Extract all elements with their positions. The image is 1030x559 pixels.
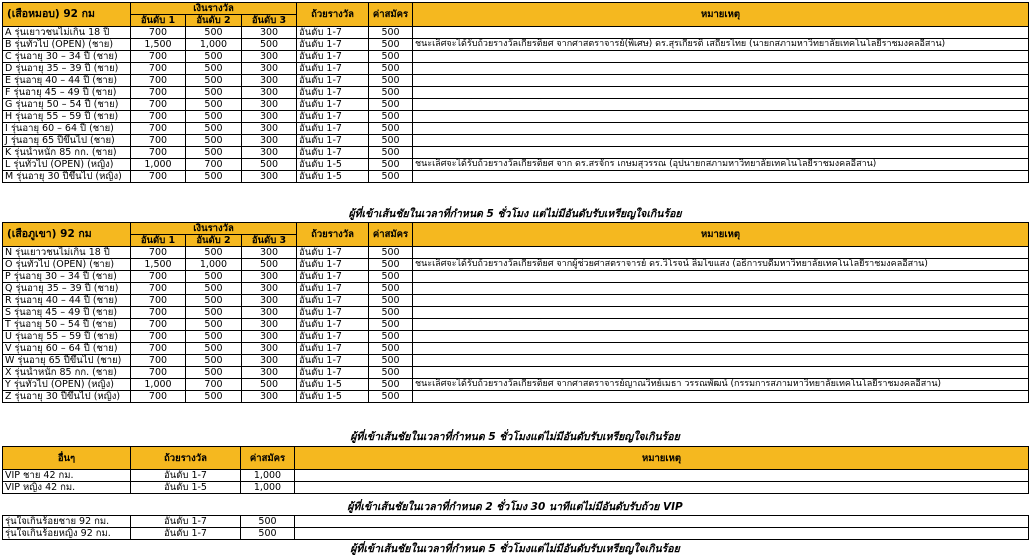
remark-header: หมายเหตุ bbox=[295, 447, 1029, 470]
remark-cell bbox=[413, 271, 1029, 283]
table-row bbox=[3, 516, 1029, 528]
trophy-cell: อันดับ 1-7 bbox=[297, 247, 369, 259]
fee-cell: 500 bbox=[369, 307, 413, 319]
rank2-cell: 500 bbox=[186, 319, 242, 331]
fee-header: ค่าสมัคร bbox=[241, 447, 295, 470]
trophy-cell: อันดับ 1-7 bbox=[131, 470, 241, 482]
category-cell: S รุ่นอายุ 45 – 49 ปี (ชาย) bbox=[3, 307, 131, 319]
rank1-cell: 700 bbox=[131, 123, 186, 135]
table-row bbox=[3, 271, 1029, 283]
remark-cell bbox=[413, 367, 1029, 379]
mountain-bike-table bbox=[2, 222, 1029, 403]
rank3-cell: 300 bbox=[242, 135, 297, 147]
rank1-cell: 700 bbox=[131, 111, 186, 123]
rank3-header: อันดับ 3 bbox=[242, 235, 297, 247]
category-cell: X รุ่นน้ำหนัก 85 กก. (ชาย) bbox=[3, 367, 131, 379]
table-row bbox=[3, 135, 1029, 147]
trophy-cell: อันดับ 1-5 bbox=[131, 482, 241, 494]
fee-cell: 500 bbox=[369, 259, 413, 271]
category-cell: H รุ่นอายุ 55 – 59 ปี (ชาย) bbox=[3, 111, 131, 123]
remark-cell bbox=[413, 123, 1029, 135]
trophy-header: ถ้วยรางวัล bbox=[297, 3, 369, 27]
rank3-cell: 300 bbox=[242, 63, 297, 75]
trophy-cell: อันดับ 1-5 bbox=[297, 391, 369, 403]
rank2-cell: 500 bbox=[186, 135, 242, 147]
rank1-cell: 700 bbox=[131, 51, 186, 63]
trophy-cell: อันดับ 1-7 bbox=[297, 319, 369, 331]
category-cell: M รุ่นอายุ 30 ปีขึ้นไป (หญิง) bbox=[3, 171, 131, 183]
rank3-cell: 300 bbox=[242, 51, 297, 63]
rank3-cell: 300 bbox=[242, 27, 297, 39]
trophy-cell: อันดับ 1-7 bbox=[297, 87, 369, 99]
rank3-cell: 300 bbox=[242, 355, 297, 367]
trophy-cell: อันดับ 1-7 bbox=[297, 367, 369, 379]
remark-cell bbox=[413, 319, 1029, 331]
remark-cell bbox=[413, 99, 1029, 111]
rank3-cell: 300 bbox=[242, 111, 297, 123]
trophy-cell: อันดับ 1-7 bbox=[131, 516, 241, 528]
table-row bbox=[3, 319, 1029, 331]
table-row bbox=[3, 482, 1029, 494]
category-cell: B รุ่นทั่วไป (OPEN) (ชาย) bbox=[3, 39, 131, 51]
fee-header: ค่าสมัคร bbox=[369, 3, 413, 27]
remark-cell bbox=[295, 516, 1029, 528]
category-cell: Q รุ่นอายุ 35 – 39 ปี (ชาย) bbox=[3, 283, 131, 295]
remark-cell: ชนะเลิศจะได้รับถ้วยรางวัลเกียรติยศ จากศาสตราจารย์ญาณวิทย์เมธา วรรณพัฒน์ (กรรมการสภามหาวิทยาลัยเทคโนโลยีราชมงคลอีสาน) bbox=[413, 379, 1029, 391]
remark-cell bbox=[413, 87, 1029, 99]
table-row bbox=[3, 247, 1029, 259]
fee-cell: 500 bbox=[369, 75, 413, 87]
trophy-cell: อันดับ 1-7 bbox=[297, 259, 369, 271]
rank1-header: อันดับ 1 bbox=[131, 235, 186, 247]
rank1-cell: 700 bbox=[131, 295, 186, 307]
rank2-cell: 500 bbox=[186, 307, 242, 319]
category-cell: I รุ่นอายุ 60 – 64 ปี (ชาย) bbox=[3, 123, 131, 135]
fee-cell: 500 bbox=[369, 319, 413, 331]
table-row bbox=[3, 307, 1029, 319]
category-cell: VIP ชาย 42 กม. bbox=[3, 470, 131, 482]
fee-cell: 500 bbox=[369, 147, 413, 159]
remark-cell: ชนะเลิศจะได้รับถ้วยรางวัลเกียรติยศ จากศาสตราจารย์(พิเศษ) ดร.สุรเกียรติ์ เสถียรไทย (นายกสภามหาวิทยาลัยเทคโนโลยีราชมงคลอีสาน) bbox=[413, 39, 1029, 51]
table-row bbox=[3, 75, 1029, 87]
category-cell: Z รุ่นอายุ 30 ปีขึ้นไป (หญิง) bbox=[3, 391, 131, 403]
remark-cell bbox=[413, 331, 1029, 343]
table-row bbox=[3, 123, 1029, 135]
trophy-cell: อันดับ 1-7 bbox=[297, 331, 369, 343]
table-row bbox=[3, 39, 1029, 51]
rank2-cell: 500 bbox=[186, 123, 242, 135]
category-cell: N รุ่นเยาวชนไม่เกิน 18 ปี bbox=[3, 247, 131, 259]
rank2-cell: 500 bbox=[186, 343, 242, 355]
rank1-cell: 700 bbox=[131, 27, 186, 39]
rank2-cell: 1,000 bbox=[186, 259, 242, 271]
fee-cell: 500 bbox=[369, 343, 413, 355]
category-cell: VIP หญิง 42 กม. bbox=[3, 482, 131, 494]
rank2-cell: 500 bbox=[186, 295, 242, 307]
fee-cell: 500 bbox=[369, 295, 413, 307]
remark-cell bbox=[413, 355, 1029, 367]
rank3-cell: 300 bbox=[242, 331, 297, 343]
rank2-cell: 700 bbox=[186, 379, 242, 391]
final-footer: ผู้ที่เข้าเส้นชัยในเวลาที่กำหนด 5 ชั่วโมงแต่ไม่มีอันดับรับเหรียญใจเกินร้อย bbox=[350, 543, 680, 555]
table-row bbox=[3, 470, 1029, 482]
rank1-cell: 700 bbox=[131, 171, 186, 183]
rank3-cell: 300 bbox=[242, 271, 297, 283]
fee-cell: 500 bbox=[369, 39, 413, 51]
rank1-cell: 1,000 bbox=[131, 159, 186, 171]
rank1-cell: 1,000 bbox=[131, 379, 186, 391]
vip-footer: ผู้ที่เข้าเส้นชัยในเวลาที่กำหนด 2 ชั่วโมง 30 นาทีแต่ไม่มีอันดับรับถ้วย VIP bbox=[347, 501, 683, 513]
rank2-cell: 700 bbox=[186, 159, 242, 171]
category-cell: T รุ่นอายุ 50 – 54 ปี (ชาย) bbox=[3, 319, 131, 331]
fee-cell: 1,000 bbox=[241, 470, 295, 482]
remark-cell: ชนะเลิศจะได้รับถ้วยรางวัลเกียรติยศ จาก ดร.สรจักร เกษมสุวรรณ (อุปนายกสภามหาวิทยาลัยเทคโนโลยีราชมงคลอีสาน) bbox=[413, 159, 1029, 171]
rank3-cell: 300 bbox=[242, 367, 297, 379]
rank3-cell: 500 bbox=[242, 379, 297, 391]
category-cell: F รุ่นอายุ 45 – 49 ปี (ชาย) bbox=[3, 87, 131, 99]
rank2-cell: 500 bbox=[186, 271, 242, 283]
category-cell: U รุ่นอายุ 55 – 59 ปี (ชาย) bbox=[3, 331, 131, 343]
rank1-cell: 700 bbox=[131, 283, 186, 295]
rank3-header: อันดับ 3 bbox=[242, 15, 297, 27]
rank3-cell: 300 bbox=[242, 87, 297, 99]
remark-cell bbox=[413, 111, 1029, 123]
rank2-cell: 500 bbox=[186, 391, 242, 403]
rank1-cell: 700 bbox=[131, 63, 186, 75]
remark-cell bbox=[413, 247, 1029, 259]
table-row bbox=[3, 295, 1029, 307]
table-row bbox=[3, 259, 1029, 271]
fee-cell: 500 bbox=[369, 111, 413, 123]
rank3-cell: 300 bbox=[242, 247, 297, 259]
remark-cell bbox=[413, 295, 1029, 307]
trophy-header: ถ้วยรางวัล bbox=[297, 223, 369, 247]
rank2-cell: 500 bbox=[186, 27, 242, 39]
section-title: (เสือหมอบ) 92 กม bbox=[3, 3, 131, 27]
table-row bbox=[3, 111, 1029, 123]
rank2-cell: 500 bbox=[186, 283, 242, 295]
fee-cell: 500 bbox=[369, 27, 413, 39]
trophy-cell: อันดับ 1-7 bbox=[297, 307, 369, 319]
rank2-cell: 500 bbox=[186, 355, 242, 367]
rank2-cell: 500 bbox=[186, 111, 242, 123]
remark-cell bbox=[413, 63, 1029, 75]
rank2-cell: 500 bbox=[186, 75, 242, 87]
category-cell: D รุ่นอายุ 35 – 39 ปี (ชาย) bbox=[3, 63, 131, 75]
fee-cell: 500 bbox=[369, 123, 413, 135]
other-table bbox=[2, 446, 1029, 494]
category-cell: E รุ่นอายุ 40 – 44 ปี (ชาย) bbox=[3, 75, 131, 87]
category-cell: V รุ่นอายุ 60 – 64 ปี (ชาย) bbox=[3, 343, 131, 355]
rank2-cell: 500 bbox=[186, 171, 242, 183]
trophy-cell: อันดับ 1-5 bbox=[297, 159, 369, 171]
rank3-cell: 300 bbox=[242, 123, 297, 135]
category-cell: O รุ่นทั่วไป (OPEN) (ชาย) bbox=[3, 259, 131, 271]
fee-cell: 500 bbox=[369, 367, 413, 379]
table-row bbox=[3, 159, 1029, 171]
category-cell: รุ่นใจเกินร้อยชาย 92 กม. bbox=[3, 516, 131, 528]
rank1-cell: 700 bbox=[131, 367, 186, 379]
rank1-cell: 700 bbox=[131, 87, 186, 99]
trophy-cell: อันดับ 1-7 bbox=[131, 528, 241, 540]
trophy-cell: อันดับ 1-7 bbox=[297, 63, 369, 75]
table-row bbox=[3, 391, 1029, 403]
trophy-cell: อันดับ 1-7 bbox=[297, 343, 369, 355]
category-cell: G รุ่นอายุ 50 – 54 ปี (ชาย) bbox=[3, 99, 131, 111]
rank3-cell: 300 bbox=[242, 147, 297, 159]
rank1-cell: 700 bbox=[131, 355, 186, 367]
road-bike-table bbox=[2, 2, 1029, 183]
remark-header: หมายเหตุ bbox=[413, 3, 1029, 27]
fee-cell: 500 bbox=[369, 171, 413, 183]
rank1-cell: 700 bbox=[131, 247, 186, 259]
rank3-cell: 300 bbox=[242, 295, 297, 307]
rank1-cell: 700 bbox=[131, 319, 186, 331]
category-cell: P รุ่นอายุ 30 – 34 ปี (ชาย) bbox=[3, 271, 131, 283]
rank3-cell: 300 bbox=[242, 99, 297, 111]
trophy-cell: อันดับ 1-7 bbox=[297, 123, 369, 135]
fee-cell: 500 bbox=[369, 283, 413, 295]
rank2-cell: 500 bbox=[186, 367, 242, 379]
remark-cell: ชนะเลิศจะได้รับถ้วยรางวัลเกียรติยศ จากผู้ช่วยศาสตราจารย์ ดร.วิโรจน์ ลิ้มไขแสง (อธิการบดีมหาวิทยาลัยเทคโนโลยีราชมงคลอีสาน) bbox=[413, 259, 1029, 271]
rank2-cell: 500 bbox=[186, 147, 242, 159]
rank2-cell: 500 bbox=[186, 331, 242, 343]
section-title: อื่นๆ bbox=[3, 447, 131, 470]
rank2-header: อันดับ 2 bbox=[186, 15, 242, 27]
fee-cell: 500 bbox=[369, 159, 413, 171]
rank3-cell: 300 bbox=[242, 343, 297, 355]
rank2-cell: 500 bbox=[186, 87, 242, 99]
trophy-cell: อันดับ 1-7 bbox=[297, 99, 369, 111]
trophy-cell: อันดับ 1-5 bbox=[297, 171, 369, 183]
category-cell: รุ่นใจเกินร้อยหญิง 92 กม. bbox=[3, 528, 131, 540]
section-footer: ผู้ที่เข้าเส้นชัยในเวลาที่กำหนด 5 ชั่วโมง แต่ไม่มีอันดับรับเหรียญใจเกินร้อย bbox=[348, 208, 682, 220]
remark-cell bbox=[295, 470, 1029, 482]
rank1-cell: 700 bbox=[131, 391, 186, 403]
prize-header: เงินรางวัล bbox=[131, 223, 297, 235]
category-cell: R รุ่นอายุ 40 – 44 ปี (ชาย) bbox=[3, 295, 131, 307]
rank1-cell: 700 bbox=[131, 135, 186, 147]
rank3-cell: 300 bbox=[242, 307, 297, 319]
fee-cell: 1,000 bbox=[241, 482, 295, 494]
fee-cell: 500 bbox=[241, 528, 295, 540]
remark-header: หมายเหตุ bbox=[413, 223, 1029, 247]
table-row bbox=[3, 343, 1029, 355]
remark-cell bbox=[413, 391, 1029, 403]
table-row bbox=[3, 63, 1029, 75]
fee-header: ค่าสมัคร bbox=[369, 223, 413, 247]
table-row bbox=[3, 27, 1029, 39]
section-title: (เสือภูเขา) 92 กม bbox=[3, 223, 131, 247]
trophy-cell: อันดับ 1-7 bbox=[297, 75, 369, 87]
fee-cell: 500 bbox=[369, 87, 413, 99]
remark-cell bbox=[413, 51, 1029, 63]
fee-cell: 500 bbox=[369, 135, 413, 147]
fee-cell: 500 bbox=[369, 99, 413, 111]
fee-cell: 500 bbox=[369, 271, 413, 283]
fee-cell: 500 bbox=[369, 247, 413, 259]
category-cell: W รุ่นอายุ 65 ปีขึ้นไป (ชาย) bbox=[3, 355, 131, 367]
table-row bbox=[3, 87, 1029, 99]
rank2-cell: 500 bbox=[186, 99, 242, 111]
rank1-cell: 1,500 bbox=[131, 259, 186, 271]
trophy-cell: อันดับ 1-7 bbox=[297, 271, 369, 283]
remark-cell bbox=[413, 343, 1029, 355]
rank1-cell: 700 bbox=[131, 75, 186, 87]
rank3-cell: 300 bbox=[242, 391, 297, 403]
trophy-cell: อันดับ 1-7 bbox=[297, 135, 369, 147]
category-cell: L รุ่นทั่วไป (OPEN) (หญิง) bbox=[3, 159, 131, 171]
trophy-cell: อันดับ 1-7 bbox=[297, 147, 369, 159]
rank2-cell: 500 bbox=[186, 247, 242, 259]
rank1-cell: 700 bbox=[131, 271, 186, 283]
rank1-cell: 1,500 bbox=[131, 39, 186, 51]
remark-cell bbox=[295, 528, 1029, 540]
remark-cell bbox=[413, 283, 1029, 295]
rank1-cell: 700 bbox=[131, 307, 186, 319]
rank1-header: อันดับ 1 bbox=[131, 15, 186, 27]
prize-header: เงินรางวัล bbox=[131, 3, 297, 15]
rank1-cell: 700 bbox=[131, 99, 186, 111]
fee-cell: 500 bbox=[369, 331, 413, 343]
category-cell: A รุ่นเยาวชนไม่เกิน 18 ปี bbox=[3, 27, 131, 39]
rank2-cell: 1,000 bbox=[186, 39, 242, 51]
table-row bbox=[3, 379, 1029, 391]
fee-cell: 500 bbox=[241, 516, 295, 528]
category-cell: J รุ่นอายุ 65 ปีขึ้นไป (ชาย) bbox=[3, 135, 131, 147]
rank3-cell: 500 bbox=[242, 39, 297, 51]
remark-cell bbox=[413, 75, 1029, 87]
rank2-cell: 500 bbox=[186, 51, 242, 63]
remark-cell bbox=[413, 135, 1029, 147]
table-row bbox=[3, 355, 1029, 367]
table-row bbox=[3, 331, 1029, 343]
section-footer: ผู้ที่เข้าเส้นชัยในเวลาที่กำหนด 5 ชั่วโมงแต่ไม่มีอันดับรับเหรียญใจเกินร้อย bbox=[350, 431, 680, 443]
remark-cell bbox=[413, 27, 1029, 39]
rank3-cell: 300 bbox=[242, 75, 297, 87]
table-row bbox=[3, 528, 1029, 540]
trophy-cell: อันดับ 1-7 bbox=[297, 283, 369, 295]
table-row bbox=[3, 99, 1029, 111]
rank3-cell: 500 bbox=[242, 159, 297, 171]
fee-cell: 500 bbox=[369, 63, 413, 75]
trophy-header: ถ้วยรางวัล bbox=[131, 447, 241, 470]
table-row bbox=[3, 51, 1029, 63]
category-cell: Y รุ่นทั่วไป (OPEN) (หญิง) bbox=[3, 379, 131, 391]
table-row bbox=[3, 171, 1029, 183]
table-row bbox=[3, 147, 1029, 159]
heart-table bbox=[2, 515, 1029, 540]
fee-cell: 500 bbox=[369, 51, 413, 63]
trophy-cell: อันดับ 1-7 bbox=[297, 355, 369, 367]
rank1-cell: 700 bbox=[131, 343, 186, 355]
trophy-cell: อันดับ 1-5 bbox=[297, 379, 369, 391]
fee-cell: 500 bbox=[369, 391, 413, 403]
remark-cell bbox=[413, 171, 1029, 183]
category-cell: C รุ่นอายุ 30 – 34 ปี (ชาย) bbox=[3, 51, 131, 63]
rank3-cell: 300 bbox=[242, 283, 297, 295]
remark-cell bbox=[413, 147, 1029, 159]
remark-cell bbox=[295, 482, 1029, 494]
trophy-cell: อันดับ 1-7 bbox=[297, 51, 369, 63]
trophy-cell: อันดับ 1-7 bbox=[297, 39, 369, 51]
rank2-header: อันดับ 2 bbox=[186, 235, 242, 247]
rank1-cell: 700 bbox=[131, 331, 186, 343]
rank2-cell: 500 bbox=[186, 63, 242, 75]
rank3-cell: 500 bbox=[242, 259, 297, 271]
remark-cell bbox=[413, 307, 1029, 319]
rank3-cell: 300 bbox=[242, 171, 297, 183]
category-cell: K รุ่นน้ำหนัก 85 กก. (ชาย) bbox=[3, 147, 131, 159]
fee-cell: 500 bbox=[369, 355, 413, 367]
trophy-cell: อันดับ 1-7 bbox=[297, 27, 369, 39]
trophy-cell: อันดับ 1-7 bbox=[297, 111, 369, 123]
table-row bbox=[3, 367, 1029, 379]
trophy-cell: อันดับ 1-7 bbox=[297, 295, 369, 307]
table-row bbox=[3, 283, 1029, 295]
fee-cell: 500 bbox=[369, 379, 413, 391]
rank3-cell: 300 bbox=[242, 319, 297, 331]
rank1-cell: 700 bbox=[131, 147, 186, 159]
